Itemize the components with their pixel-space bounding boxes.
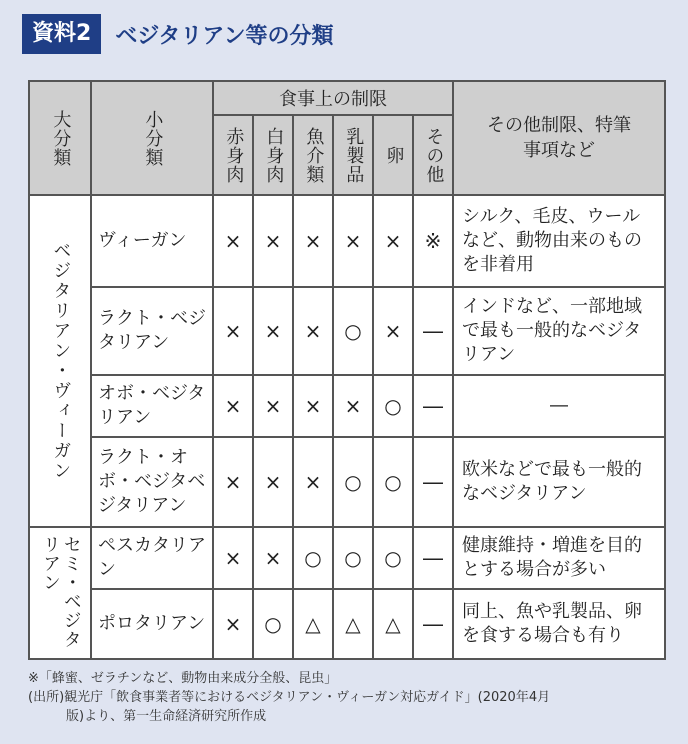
mark-cell: × [293,375,333,437]
mark-cell: ― [413,375,453,437]
mark-cell: ○ [293,527,333,589]
mark-cell: × [293,437,333,527]
table-row [29,195,665,287]
mark-cell: × [293,287,333,375]
source-line-cont: 版)より、第一生命経済研究所作成 [66,708,267,724]
col-header: 乳製品 [333,115,373,195]
mark-cell: × [213,195,253,287]
mark-cell: ○ [333,437,373,527]
header-major-category: 大分類 [29,81,91,195]
page-title: ベジタリアン等の分類 [115,23,334,49]
footnote [28,670,664,727]
mark-cell: × [213,527,253,589]
mark-cell: × [253,375,293,437]
group-label: セミ・ベジタリアン [29,527,91,659]
mark-cell: × [253,195,293,287]
col-header: その他 [413,115,453,195]
group-label: ベジタリアン・ヴィーガン [29,195,91,527]
document-tag: 資料2 [22,14,101,54]
header-minor-category: 小分類 [91,81,213,195]
note-cell: インドなど、一部地域で最も一般的なベジタリアン [453,287,665,375]
mark-cell: ○ [333,287,373,375]
note-cell: 健康維持・増進を目的とする場合が多い [453,527,665,589]
mark-cell: × [333,375,373,437]
table-row [29,287,665,375]
mark-cell: ― [413,287,453,375]
table-row [29,437,665,527]
mark-cell: × [333,195,373,287]
table-row [29,375,665,437]
source-line: (出所)観光庁「飲食事業者等におけるベジタリアン・ヴィーガン対応ガイド」(2020年4月 [28,689,551,705]
mark-cell: × [373,287,413,375]
note-cell: 同上、魚や乳製品、卵を食する場合も有り [453,589,665,659]
row-name: ポロタリアン [91,589,213,659]
mark-cell: × [213,287,253,375]
table-row [29,527,665,589]
mark-cell: × [213,589,253,659]
mark-cell: × [253,527,293,589]
mark-cell: △ [373,589,413,659]
footnote-line: ※「蜂蜜、ゼラチンなど、動物由来成分全般、昆虫」 [28,671,338,686]
row-name: ラクト・オボ・ベジタベジタリアン [91,437,213,527]
mark-cell: ― [413,589,453,659]
row-name: オボ・ベジタリアン [91,375,213,437]
note-cell: 欧米などで最も一般的なベジタリアン [453,437,665,527]
header [22,14,334,54]
col-header: 赤身肉 [213,115,253,195]
mark-cell: × [213,375,253,437]
mark-cell: × [253,287,293,375]
mark-cell: × [253,437,293,527]
col-header: 卵 [373,115,413,195]
mark-cell: ○ [373,437,413,527]
mark-cell: ○ [333,527,373,589]
mark-cell: ※ [413,195,453,287]
mark-cell: △ [293,589,333,659]
mark-cell: ○ [253,589,293,659]
table-row [29,589,665,659]
mark-cell: △ [333,589,373,659]
row-name: ラクト・ベジタリアン [91,287,213,375]
note-cell: シルク、毛皮、ウールなど、動物由来のものを非着用 [453,195,665,287]
header-other-notes: その他制限、特筆事項など [453,81,665,195]
mark-cell: ― [413,527,453,589]
header-restrictions: 食事上の制限 [213,81,453,115]
note-cell: ― [453,375,665,437]
row-name: ヴィーガン [91,195,213,287]
mark-cell: ― [413,437,453,527]
col-header: 白身肉 [253,115,293,195]
mark-cell: × [213,437,253,527]
mark-cell: ○ [373,527,413,589]
mark-cell: × [373,195,413,287]
col-header: 魚介類 [293,115,333,195]
row-name: ペスカタリアン [91,527,213,589]
mark-cell: ○ [373,375,413,437]
mark-cell: × [293,195,333,287]
classification-table [28,80,666,660]
